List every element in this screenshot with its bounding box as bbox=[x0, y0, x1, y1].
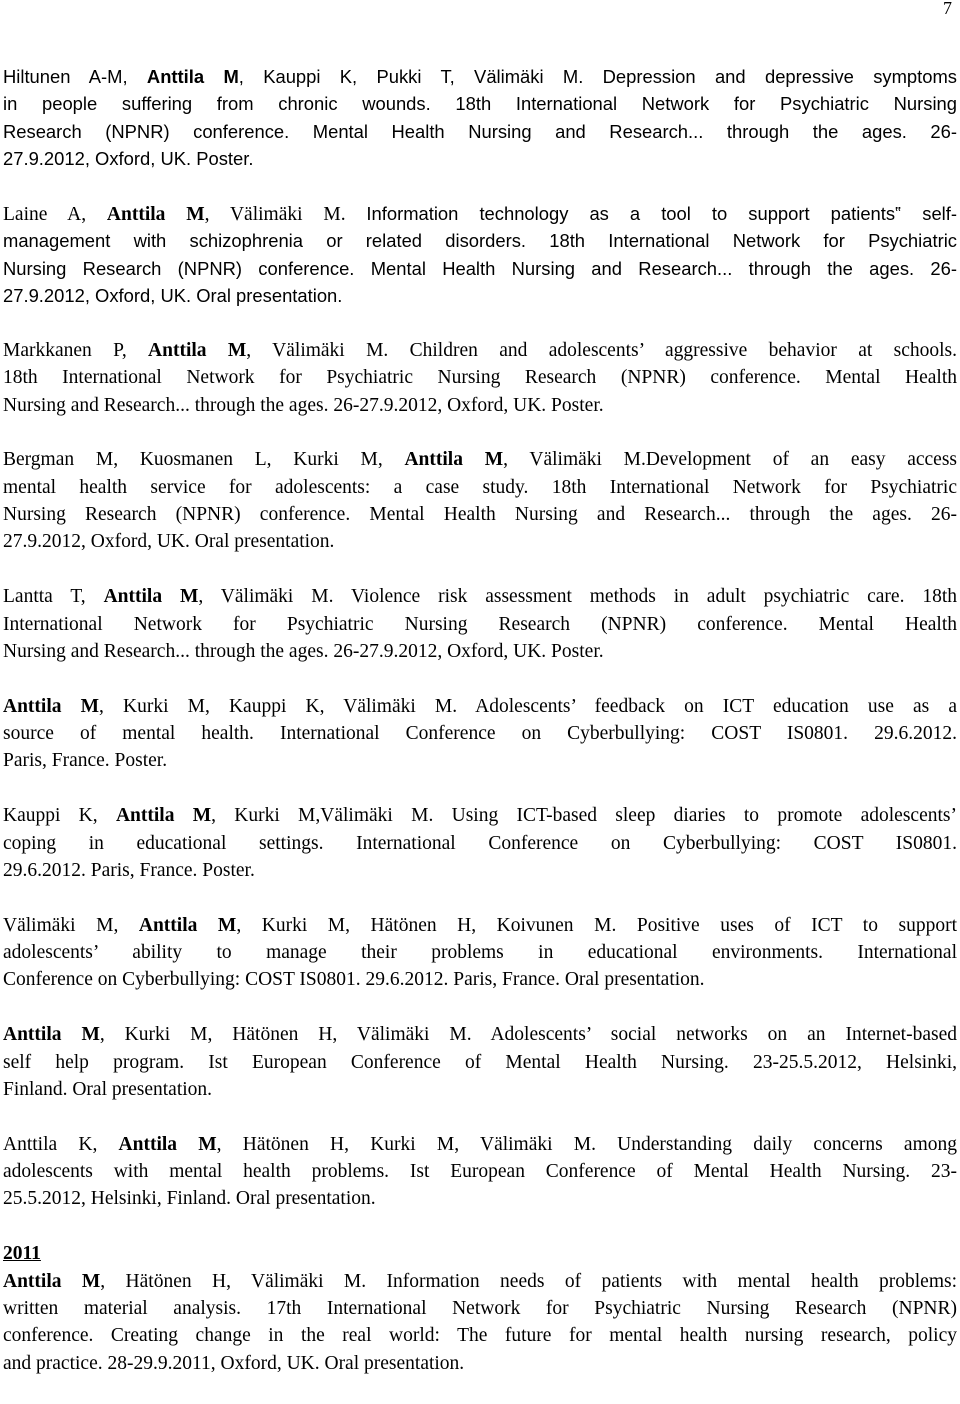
reference-entry bbox=[3, 1021, 957, 1103]
reference-line bbox=[3, 1158, 957, 1185]
reference-line bbox=[3, 337, 957, 364]
reference-text: 27.9.2012, Oxford, UK. Poster. bbox=[3, 148, 254, 170]
reference-text: Kauppi K, bbox=[3, 805, 116, 827]
reference-line bbox=[3, 1131, 957, 1158]
highlighted-author: Anttila M bbox=[106, 203, 205, 225]
reference-line bbox=[3, 693, 957, 720]
reference-entry bbox=[3, 1131, 957, 1213]
reference-text: Research (NPNR) conference. Mental Health Nursing and Research... through the ages. 26- bbox=[3, 120, 957, 142]
reference-line bbox=[3, 802, 957, 829]
reference-line bbox=[3, 282, 957, 309]
reference-line bbox=[3, 227, 957, 254]
reference-entry bbox=[3, 912, 957, 994]
reference-line bbox=[3, 747, 957, 774]
reference-line bbox=[3, 528, 957, 555]
highlighted-author: Anttila M bbox=[146, 66, 239, 87]
reference-entry bbox=[3, 693, 957, 775]
reference-line bbox=[3, 638, 957, 665]
reference-line bbox=[3, 1049, 957, 1076]
reference-text: Hiltunen A-M, bbox=[3, 66, 147, 87]
reference-text: adolescents with mental health problems. Ist European Conference of Mental Health Nursing. 23- bbox=[3, 1161, 957, 1182]
reference-text: , Kurki M, Hätönen H, Välimäki M. Adolescents’ social networks on an Internet-based bbox=[99, 1024, 957, 1046]
reference-text: 29.6.2012. Paris, France. Poster. bbox=[3, 859, 255, 881]
reference-line bbox=[3, 1295, 957, 1322]
reference-line bbox=[3, 118, 957, 145]
reference-text: and practice. 28-29.9.2011, Oxford, UK. Oral presentation. bbox=[3, 1352, 465, 1374]
reference-line bbox=[3, 1185, 957, 1212]
year-heading: 2011 bbox=[3, 1243, 41, 1265]
reference-text: , Välimäki M. bbox=[204, 203, 367, 225]
reference-line bbox=[3, 1350, 957, 1377]
reference-text: 27.9.2012, Oxford, UK. Oral presentation. bbox=[3, 531, 335, 553]
reference-text: conference. Creating change in the real world: The future for mental health nursing research, policy bbox=[3, 1325, 957, 1347]
reference-line bbox=[3, 1322, 957, 1349]
reference-line bbox=[3, 1021, 957, 1048]
reference-text: source of mental health. International Conference on Cyberbullying: COST IS0801. 29.6.2012. bbox=[3, 723, 957, 744]
reference-text: Markkanen P, bbox=[3, 339, 149, 361]
reference-entry bbox=[3, 802, 957, 884]
highlighted-author: Anttila M bbox=[115, 805, 212, 827]
reference-text: in people suffering from chronic wounds. 18th International Network for Psychiatric Nursing bbox=[3, 93, 957, 115]
reference-entry bbox=[3, 337, 957, 419]
reference-text: , Välimäki M. Violence risk assessment methods in adult psychiatric care. 18th bbox=[198, 586, 957, 608]
reference-entry bbox=[3, 446, 957, 556]
highlighted-author: Anttila M bbox=[138, 914, 237, 936]
reference-line bbox=[3, 1076, 957, 1103]
reference-text: , Hätönen H, Kurki M, Välimäki M. Understanding daily concerns among bbox=[216, 1133, 957, 1155]
reference-group-2011 bbox=[3, 1268, 957, 1378]
highlighted-author: Anttila M bbox=[3, 1270, 101, 1292]
reference-text: adolescents’ ability to manage their problems in educational environments. International bbox=[3, 942, 957, 963]
reference-line bbox=[3, 611, 957, 638]
reference-text: Paris, France. Poster. bbox=[3, 750, 168, 772]
reference-text: 27.9.2012, Oxford, UK. Oral presentation. bbox=[3, 285, 343, 306]
reference-list bbox=[3, 63, 957, 1404]
reference-text: International Network for Psychiatric Nursing Research (NPNR) conference. Mental Health bbox=[3, 613, 957, 635]
reference-text: written material analysis. 17th International Network for Psychiatric Nursing Research (NPNR) bbox=[3, 1297, 957, 1319]
reference-text: Nursing Research (NPNR) conference. Mental Health Nursing and Research... through the ages. 26- bbox=[3, 504, 957, 525]
highlighted-author: Anttila M bbox=[118, 1133, 217, 1155]
reference-text: Nursing and Research... through the ages. 26-27.9.2012, Oxford, UK. Poster. bbox=[3, 640, 604, 662]
reference-entry bbox=[3, 200, 957, 310]
reference-text: , Kurki M, Hätönen H, Koivunen M. Positive uses of ICT to support bbox=[236, 914, 957, 936]
reference-text: Bergman M, Kuosmanen L, Kurki M, bbox=[3, 449, 405, 471]
highlighted-author: Anttila M bbox=[148, 339, 247, 361]
reference-text: management with schizophrenia or related disorders. 18th International Network for Psychiatric bbox=[3, 230, 957, 252]
reference-entry bbox=[3, 63, 957, 173]
highlighted-author: Anttila M bbox=[103, 586, 199, 608]
reference-line bbox=[3, 912, 957, 939]
reference-line bbox=[3, 966, 957, 993]
reference-text: Conference on Cyberbullying: COST IS0801. 29.6.2012. Paris, France. Oral presentation. bbox=[3, 969, 705, 991]
reference-text: Nursing Research (NPNR) conference. Mental Health Nursing and Research... through the ages. 26- bbox=[3, 257, 957, 279]
reference-text: Välimäki M, bbox=[3, 914, 139, 936]
reference-line bbox=[3, 446, 957, 473]
page-number: 7 bbox=[943, 0, 952, 18]
reference-text: Nursing and Research... through the ages. 26-27.9.2012, Oxford, UK. Poster. bbox=[3, 394, 604, 416]
reference-line bbox=[3, 857, 957, 884]
reference-text: Information technology as a tool to support patients‟ self- bbox=[366, 202, 957, 224]
reference-line bbox=[3, 63, 957, 90]
reference-line bbox=[3, 145, 957, 172]
reference-text: Anttila K, bbox=[3, 1133, 119, 1155]
highlighted-author: Anttila M bbox=[404, 449, 504, 471]
reference-text: self help program. Ist European Conference of Mental Health Nursing. 23-25.5.2012, Helsinki, bbox=[3, 1051, 957, 1073]
reference-line bbox=[3, 830, 957, 857]
reference-line bbox=[3, 939, 957, 966]
reference-text: Finland. Oral presentation. bbox=[3, 1078, 213, 1100]
reference-line bbox=[3, 364, 957, 391]
reference-line bbox=[3, 392, 957, 419]
reference-text: , Hätönen H, Välimäki M. Information needs of patients with mental health problems: bbox=[100, 1270, 957, 1292]
reference-text: Lantta T, bbox=[3, 586, 104, 608]
reference-line bbox=[3, 474, 957, 501]
reference-text: Laine A, bbox=[3, 203, 107, 225]
reference-text: , Välimäki M.Development of an easy access bbox=[503, 449, 957, 471]
reference-line bbox=[3, 90, 957, 117]
reference-text: , Kurki M,Välimäki M. Using ICT-based sleep diaries to promote adolescents’ bbox=[211, 805, 957, 827]
highlighted-author: Anttila M bbox=[3, 1024, 100, 1046]
reference-text: mental health service for adolescents: a case study. 18th International Network for Psychiatric bbox=[3, 476, 957, 498]
reference-entry bbox=[3, 1268, 957, 1378]
highlighted-author: Anttila M bbox=[3, 695, 100, 717]
reference-text: , Välimäki M. Children and adolescents’ aggressive behavior at schools. bbox=[246, 339, 957, 361]
reference-text: 18th International Network for Psychiatric Nursing Research (NPNR) conference. Mental Health bbox=[3, 367, 957, 389]
reference-line bbox=[3, 1268, 957, 1295]
reference-line bbox=[3, 583, 957, 610]
reference-line bbox=[3, 720, 957, 747]
reference-text: , Kauppi K, Pukki T, Välimäki M. Depression and depressive symptoms bbox=[238, 66, 957, 87]
reference-entry bbox=[3, 583, 957, 665]
reference-text: coping in educational settings. International Conference on Cyberbullying: COST IS0801. bbox=[3, 832, 957, 854]
reference-line bbox=[3, 501, 957, 528]
reference-line bbox=[3, 200, 957, 227]
reference-line bbox=[3, 255, 957, 282]
reference-text: 25.5.2012, Helsinki, Finland. Oral presentation. bbox=[3, 1188, 376, 1210]
reference-group-2012 bbox=[3, 63, 957, 1213]
reference-text: , Kurki M, Kauppi K, Välimäki M. Adolescents’ feedback on ICT education use as a bbox=[99, 695, 957, 717]
